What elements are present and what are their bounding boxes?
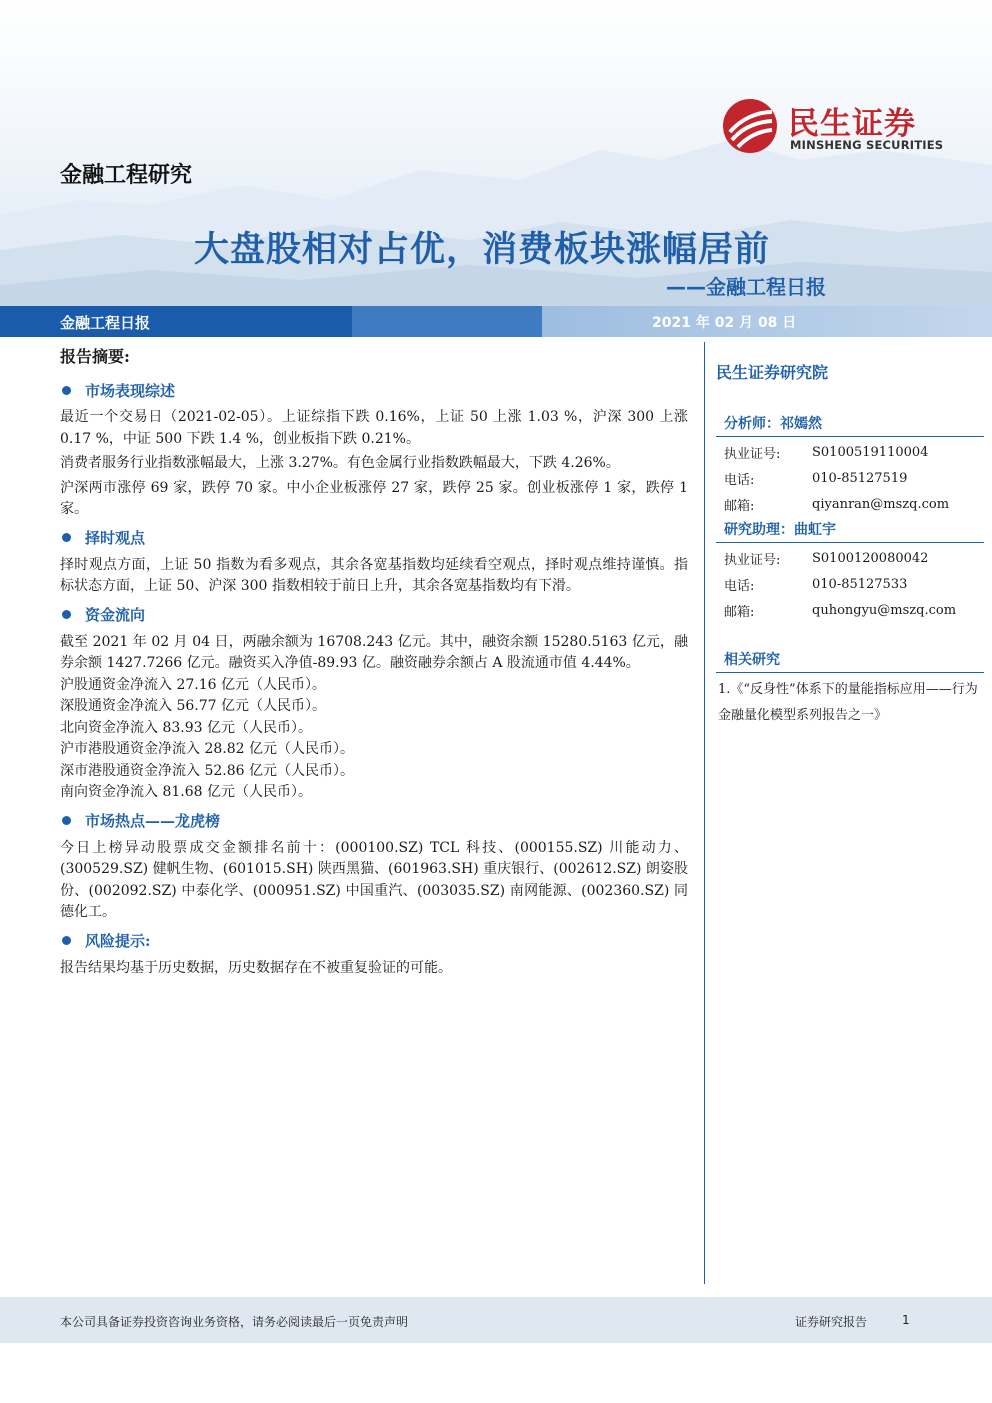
section-heading: 资金流向 [85,606,146,624]
row-value: 010-85127519 [812,470,908,486]
footer-report-type: 证券研究报告 [795,1315,868,1329]
paragraph: 沪深两市涨停 69 家，跌停 70 家。中小企业板涨停 27 家，跌停 25 家。创业板涨停 1 家，跌停 1 家。 [60,479,688,517]
bullet-icon [62,936,71,945]
bullet-icon [62,610,71,619]
analyst-email-link[interactable]: qiyanran@mszq.com [812,496,950,512]
report-category: 金融工程研究 [60,163,193,188]
analyst-row [716,465,984,491]
section-fund-flow [60,604,688,804]
assistant-row [716,597,984,623]
report-date: 2021 年 02 月 08 日 [652,315,797,331]
bullet-icon [62,816,71,825]
paragraph: 择时观点方面，上证 50 指数为看多观点，其余各宽基指数均延续看空观点，择时观点维持谨慎。指标状态方面，上证 50、沪深 300 指数相较于前日上升，其余各宽基指数均有下滑。 [60,556,688,594]
analyst-row [716,491,984,517]
paragraph: 今日上榜异动股票成交金额排名前十：(000100.SZ) TCL 科技、(000155.SZ) 川能动力、(300529.SZ) 健帆生物、(601015.SH) 陕西黑猫、(601963.SH) 重庆银行、(002612.SZ) 朗姿股份、(002092.SZ) 中泰化学、(000951.SZ) 中国重汽、(003035.SZ) 南网能源、(002360.SZ) 同德化工。 [60,839,688,920]
row-value: S0100519110004 [812,444,929,460]
row-value: S0100120080042 [812,550,929,566]
band-label: 金融工程日报 [60,314,151,332]
assistant-email-link[interactable]: quhongyu@mszq.com [812,602,957,618]
related-heading: 相关研究 [716,649,984,673]
assistant-heading: 研究助理：曲虹宇 [716,519,984,543]
section-heading: 市场热点——龙虎榜 [85,812,221,830]
institute-name: 民生证券研究院 [716,363,829,382]
assistant-row [716,571,984,597]
section-heading: 择时观点 [85,529,146,547]
paragraph: 北向资金净流入 83.93 亿元（人民币）。 [60,719,312,736]
section-risk [60,930,688,980]
row-key: 邮箱: [724,604,755,620]
summary-column [60,344,688,985]
row-key: 执业证号: [724,446,781,462]
section-market-review [60,379,688,521]
bullet-icon [62,386,71,395]
column-divider [704,342,705,1284]
section-heading: 市场表现综述 [85,381,176,400]
row-key: 电话: [724,578,755,594]
paragraph: 消费者服务行业指数涨幅最大，上涨 3.27%。有色金属行业指数跌幅最大，下跌 4.26%。 [60,455,620,471]
section-heading: 风险提示: [85,932,151,950]
bullet-icon [62,533,71,542]
logo-mark-icon [722,98,778,154]
section-hotspots [60,810,688,924]
paragraph: 深市港股通资金净流入 52.86 亿元（人民币）。 [60,762,354,779]
section-timing [60,527,688,598]
logo-text-en: MINSHENG SECURITIES [790,138,944,152]
company-logo [722,96,952,158]
paragraph: 沪市港股通资金净流入 28.82 亿元（人民币）。 [60,741,354,757]
logo-text-cn: 民生证券 [788,106,916,142]
paragraph: 报告结果均基于历史数据，历史数据存在不被重复验证的可能。 [60,959,452,976]
footer-disclaimer: 本公司具备证券投资咨询业务资格，请务必阅读最后一页免责声明 [60,1315,409,1329]
row-key: 邮箱: [724,498,755,514]
paragraph: 截至 2021 年 02 月 04 日，两融余额为 16708.243 亿元。其中，融资余额 15280.5163 亿元，融券余额 1427.7266 亿元。融资买入净值-89.93 亿。融资融券余额占 A 股流通市值 4.44%。 [60,633,688,671]
paragraph: 沪股通资金净流入 27.16 亿元（人民币）。 [60,676,326,693]
paragraph: 深股通资金净流入 56.77 亿元（人民币）。 [60,698,326,714]
assistant-row [716,545,984,571]
row-value: 010-85127533 [812,576,908,592]
sidebar-column [716,344,984,729]
report-subtitle: ——金融工程日报 [666,275,826,299]
row-key: 执业证号: [724,552,781,568]
paragraph: 最近一个交易日（2021-02-05）。上证综指下跌 0.16%，上证 50 上涨 1.03 %，沪深 300 上涨 0.17 %，中证 500 下跌 1.4 %，创业板指下跌 0.21%。 [60,409,688,447]
report-title: 大盘股相对占优，消费板块涨幅居前 [193,230,770,270]
row-key: 电话: [724,472,755,488]
related-research-link[interactable]: 1.《“反身性”体系下的量能指标应用——行为金融量化模型系列报告之一》 [718,682,978,723]
analyst-row [716,439,984,465]
page-number: 1 [902,1313,910,1327]
analyst-heading: 分析师：祁嫣然 [716,413,984,437]
summary-title: 报告摘要: [60,347,130,366]
paragraph: 南向资金净流入 81.68 亿元（人民币）。 [60,784,312,800]
